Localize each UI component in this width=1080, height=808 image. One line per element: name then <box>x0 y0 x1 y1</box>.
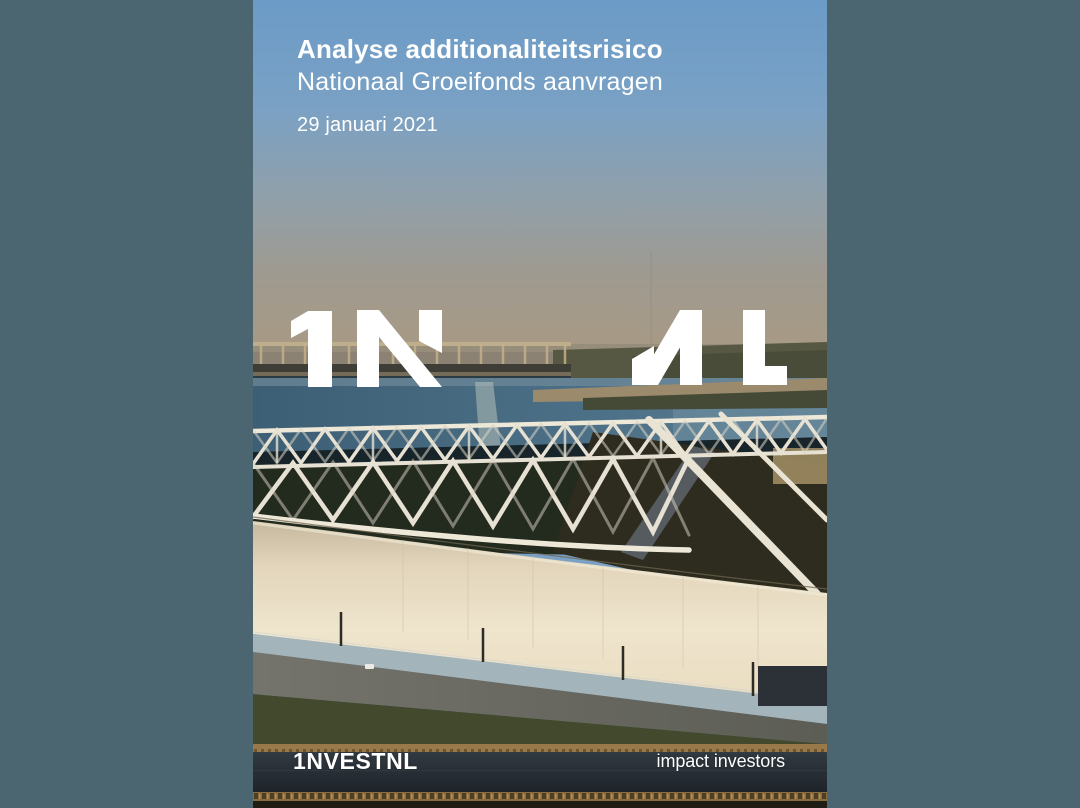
report-date: 29 januari 2021 <box>297 114 438 137</box>
cover-footer <box>293 749 785 773</box>
car <box>365 664 374 669</box>
title-block <box>297 34 797 137</box>
gate-building <box>758 666 827 706</box>
report-title: Analyse additionaliteitsrisico <box>297 34 663 64</box>
monogram-letter-n2-right-stem <box>680 310 702 385</box>
impact-investors-tagline: impact investors <box>656 750 785 771</box>
report-subtitle: Nationaal Groeifonds aanvragen <box>297 67 663 96</box>
investnl-wordmark-logo: 1NVESTNL <box>293 747 418 774</box>
report-cover <box>253 0 827 808</box>
